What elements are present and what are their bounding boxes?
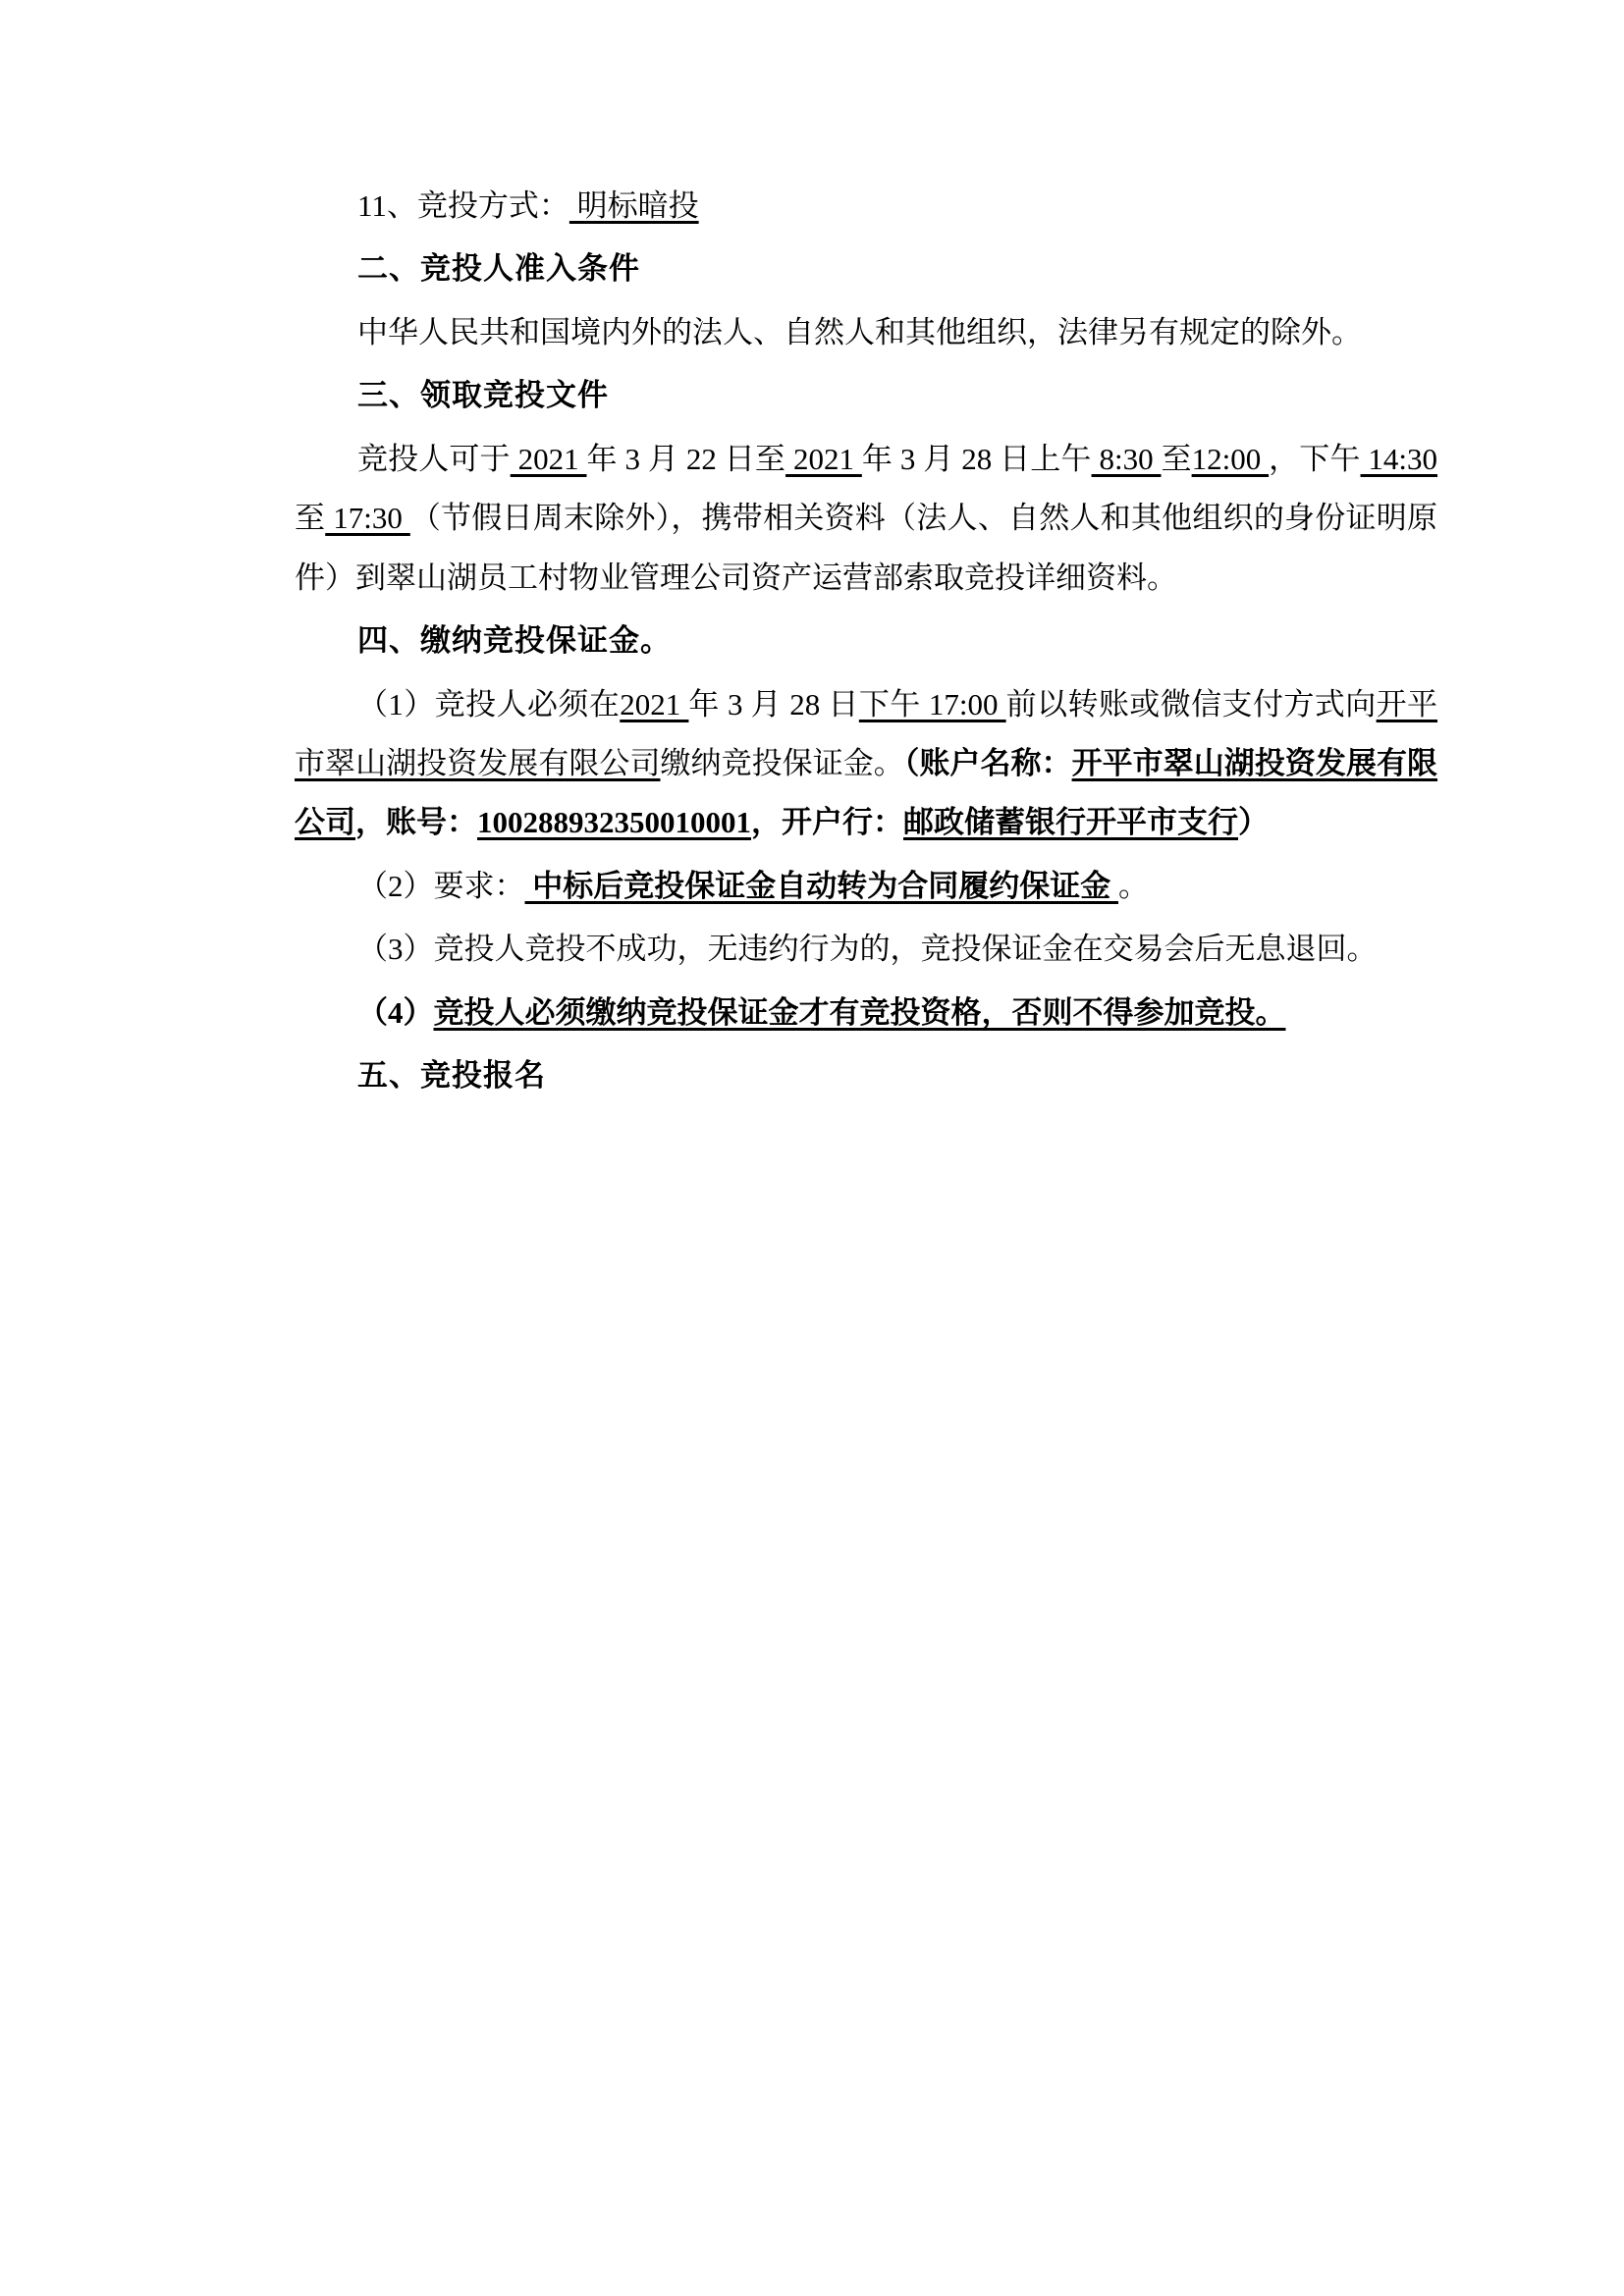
s4-1-bank-name: 邮政储蓄银行开平市支行 [903, 805, 1238, 840]
s4-4-label: （4） [357, 994, 434, 1030]
s4-1-text-d: 缴纳竞投保证金。 [660, 745, 904, 780]
s4-1-org-name: 开平市翠山湖投资发展有限公司 [295, 686, 1438, 780]
s4-1-text-c: 前以转账或微信支付方式向 [1005, 686, 1377, 721]
s4-2-period: 。 [1118, 868, 1149, 903]
s4-1-org-name-2: 开平市翠山湖投资发展有限公司 [295, 745, 1438, 840]
section-4-item-1 [295, 675, 1437, 853]
s3-time-3: 14:30 [1360, 441, 1438, 476]
section-2-heading: 二、竞投人准入条件 [357, 251, 640, 288]
s4-1-year: 2021 [620, 686, 689, 721]
s3-time-2: 12:00 [1191, 441, 1270, 476]
s4-1-text-h: ） [1238, 805, 1269, 840]
s4-1-text-g: ，开户行： [751, 805, 903, 840]
s3-text-c: 年 3 月 28 日上午 [861, 441, 1092, 476]
s4-1-text-f: ，账号： [355, 805, 477, 840]
s3-text-e: ，下午 [1269, 441, 1361, 476]
s4-4-value: 竞投人必须缴纳竞投保证金才有竞投资格，否则不得参加竞投。 [433, 994, 1286, 1030]
paragraph-item-11 [295, 177, 1437, 236]
document-body [295, 177, 1437, 1106]
s4-2-value: 中标后竞投保证金自动转为合同履约保证金 [524, 868, 1118, 903]
s3-time-1: 8:30 [1091, 441, 1162, 476]
s3-year-2: 2021 [785, 441, 862, 476]
s3-text-b: 年 3 月 22 日至 [586, 441, 786, 476]
section-4-item-2 [295, 857, 1437, 916]
s4-1-text-a: （1）竞投人必须在 [357, 686, 621, 721]
section-2-paragraph: 中华人民共和国境内外的法人、自然人和其他组织，法律另有规定的除外。 [357, 314, 1362, 349]
section-4-item-3: （3）竞投人竞投不成功，无违约行为的，竞投保证金在交易会后无息退回。 [357, 932, 1378, 967]
s4-2-label: （2）要求： [357, 868, 525, 903]
s4-1-time: 下午 17:00 [858, 686, 1006, 721]
s4-1-text-e: （账户名称： [903, 745, 1072, 780]
s4-1-account-number: 100288932350010001 [477, 805, 751, 840]
s3-time-4: 17:30 [325, 501, 410, 536]
item-11-label: 11、竞投方式： [357, 188, 569, 223]
s3-text-g: （节假日周末除外），携带相关资料（法人、自然人和其他组织的身份证明原件）到翠山湖员工村物业管理公司资产运营部索取竞投详细资料。 [295, 501, 1437, 595]
section-4-item-4 [295, 984, 1437, 1042]
s4-1-text-b: 年 3 月 28 日 [688, 686, 859, 721]
item-11-value: 明标暗投 [568, 188, 699, 223]
s3-text-f: 至 [295, 501, 326, 536]
section-3-heading: 三、领取竞投文件 [357, 378, 609, 414]
section-5-heading: 五、竞投报名 [357, 1058, 546, 1095]
section-4-heading: 四、缴纳竞投保证金。 [357, 623, 672, 660]
section-3-paragraph [295, 430, 1437, 608]
s3-year-1: 2021 [510, 441, 587, 476]
s3-text-d: 至 [1161, 441, 1192, 476]
s3-text-a: 竞投人可于 [357, 441, 511, 476]
